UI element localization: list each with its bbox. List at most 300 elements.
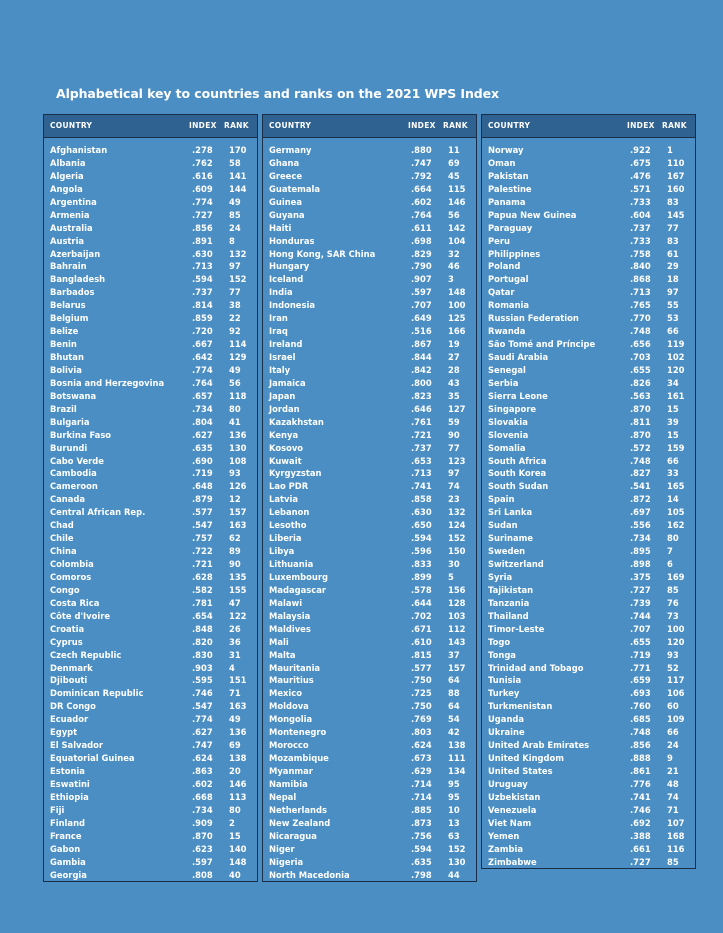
table-row: [482, 196, 695, 209]
country-cell: Algeria: [50, 170, 84, 181]
index-cell: .702: [411, 610, 432, 621]
rank-cell: 33: [667, 468, 679, 479]
index-cell: .750: [411, 701, 432, 712]
rank-cell: 127: [448, 403, 466, 414]
rank-cell: 97: [229, 261, 241, 272]
rank-cell: 80: [229, 804, 241, 815]
country-cell: Chile: [50, 533, 74, 544]
rank-cell: 85: [667, 584, 679, 595]
table-row: [44, 338, 257, 351]
rank-cell: 5: [448, 571, 454, 582]
country-cell: Poland: [488, 261, 521, 272]
table-row: [44, 843, 257, 856]
index-cell: .657: [192, 390, 213, 401]
table-row: [263, 623, 476, 636]
country-cell: Palestine: [488, 183, 532, 194]
index-cell: .748: [630, 727, 651, 738]
country-cell: Croatia: [50, 623, 85, 634]
index-cell: .610: [411, 636, 432, 647]
index-cell: .278: [192, 145, 213, 155]
index-cell: .761: [411, 416, 432, 427]
country-cell: Cameroon: [50, 481, 98, 492]
rank-cell: 103: [448, 610, 466, 621]
country-cell: Paraguay: [488, 222, 533, 233]
rank-cell: 7: [667, 546, 673, 557]
table-row: [44, 713, 257, 726]
index-cell: .814: [192, 300, 213, 311]
table-row: [263, 480, 476, 493]
country-cell: Equatorial Guinea: [50, 753, 135, 764]
rank-cell: 136: [229, 429, 247, 440]
index-cell: .880: [411, 145, 432, 155]
rank-cell: 146: [448, 196, 466, 207]
table-row: [44, 144, 257, 157]
table-row: [263, 144, 476, 157]
rank-cell: 107: [667, 817, 685, 828]
table-row: [482, 649, 695, 662]
country-table-1: [43, 114, 258, 882]
country-cell: Barbados: [50, 287, 95, 298]
table-row: [44, 480, 257, 493]
rank-cell: 85: [229, 209, 241, 220]
table-row: [482, 830, 695, 843]
rank-cell: 74: [667, 791, 679, 802]
index-cell: .750: [411, 675, 432, 686]
country-cell: Malta: [269, 649, 296, 660]
country-cell: Jordan: [269, 403, 300, 414]
rank-cell: 166: [448, 326, 466, 337]
table-row: [44, 260, 257, 273]
table-row: [263, 170, 476, 183]
rank-cell: 124: [448, 520, 466, 531]
table-row: [263, 739, 476, 752]
country-cell: Gambia: [50, 856, 86, 867]
index-cell: .840: [630, 261, 651, 272]
rank-cell: 69: [229, 740, 241, 751]
table-row: [482, 248, 695, 261]
index-cell: .693: [630, 688, 651, 699]
country-cell: Haiti: [269, 222, 292, 233]
table-row: [482, 843, 695, 856]
rank-cell: 136: [229, 727, 247, 738]
country-cell: Australia: [50, 222, 93, 233]
country-cell: Timor-Leste: [488, 623, 545, 634]
rank-cell: 114: [229, 339, 247, 350]
index-cell: .803: [411, 727, 432, 738]
index-cell: .685: [630, 714, 651, 725]
index-cell: .748: [630, 326, 651, 337]
index-cell: .774: [192, 714, 213, 725]
rank-cell: 77: [229, 287, 241, 298]
table-row: [482, 687, 695, 700]
country-cell: Tunisia: [488, 675, 522, 686]
rank-cell: 71: [229, 688, 241, 699]
country-cell: Cambodia: [50, 468, 97, 479]
table-header: [44, 115, 257, 138]
country-cell: Libya: [269, 546, 295, 557]
table-row: [263, 869, 476, 882]
rank-cell: 160: [667, 183, 685, 194]
index-cell: .653: [411, 455, 432, 466]
index-cell: .870: [192, 830, 213, 841]
country-cell: Brazil: [50, 403, 77, 414]
index-cell: .870: [630, 403, 651, 414]
rank-cell: 95: [448, 778, 460, 789]
index-cell: .776: [630, 778, 651, 789]
country-cell: Bolivia: [50, 364, 82, 375]
table-row: [482, 545, 695, 558]
country-cell: Congo: [50, 584, 80, 595]
index-cell: .859: [192, 313, 213, 324]
rank-cell: 76: [667, 597, 679, 608]
table-row: [263, 571, 476, 584]
country-cell: Iran: [269, 313, 288, 324]
index-cell: .661: [630, 843, 651, 854]
table-row: [263, 273, 476, 286]
table-row: [482, 480, 695, 493]
index-cell: .721: [192, 559, 213, 569]
index-cell: .648: [192, 481, 213, 492]
table-row: [44, 765, 257, 778]
table-row: [482, 739, 695, 752]
index-cell: .737: [192, 287, 213, 298]
table-row: [44, 791, 257, 804]
country-cell: Mali: [269, 636, 289, 647]
table-row: [263, 506, 476, 519]
index-cell: .597: [192, 856, 213, 867]
rank-cell: 26: [229, 623, 241, 634]
index-cell: .858: [411, 494, 432, 505]
index-cell: .602: [192, 778, 213, 789]
table-row: [44, 636, 257, 649]
rank-cell: 9: [667, 753, 673, 764]
rank-cell: 157: [448, 662, 466, 673]
rank-cell: 80: [667, 533, 679, 544]
index-cell: .870: [630, 429, 651, 440]
table-header: [263, 115, 476, 138]
index-cell: .656: [630, 339, 651, 350]
country-cell: Peru: [488, 235, 510, 246]
index-cell: .909: [192, 817, 213, 828]
country-cell: Burkina Faso: [50, 429, 112, 440]
index-cell: .770: [630, 313, 651, 324]
country-cell: Morocco: [269, 740, 309, 751]
index-cell: .907: [411, 274, 432, 285]
index-cell: .624: [192, 753, 213, 764]
rank-cell: 169: [667, 571, 685, 582]
table-row: [482, 351, 695, 364]
rank-cell: 113: [229, 791, 247, 802]
rank-cell: 165: [667, 481, 685, 492]
index-cell: .764: [192, 377, 213, 388]
index-cell: .746: [630, 804, 651, 815]
country-table-2: [262, 114, 477, 882]
rank-cell: 40: [229, 869, 241, 880]
index-cell: .664: [411, 183, 432, 194]
table-row: [263, 636, 476, 649]
country-cell: Costa Rica: [50, 597, 100, 608]
rank-cell: 138: [448, 740, 466, 751]
index-cell: .627: [192, 429, 213, 440]
index-cell: .594: [411, 843, 432, 854]
rank-cell: 27: [448, 352, 460, 362]
index-cell: .808: [192, 869, 213, 880]
index-cell: .577: [192, 507, 213, 518]
index-cell: .747: [411, 157, 432, 168]
country-cell: Luxembourg: [269, 571, 328, 582]
index-cell: .577: [411, 662, 432, 673]
index-cell: .650: [411, 520, 432, 531]
rank-cell: 146: [229, 778, 247, 789]
country-cell: Iceland: [269, 274, 304, 285]
index-cell: .623: [192, 843, 213, 854]
table-row: [263, 338, 476, 351]
table-row: [44, 519, 257, 532]
country-cell: Yemen: [488, 830, 520, 841]
table-row: [44, 403, 257, 416]
index-cell: .556: [630, 520, 651, 531]
table-row: [482, 610, 695, 623]
rank-cell: 49: [229, 714, 241, 725]
country-cell: Uzbekistan: [488, 791, 541, 802]
rank-cell: 32: [448, 248, 460, 259]
rank-cell: 59: [448, 416, 460, 427]
index-cell: .541: [630, 481, 651, 492]
index-cell: .741: [411, 481, 432, 492]
rank-cell: 80: [229, 403, 241, 414]
country-cell: China: [50, 546, 77, 557]
country-cell: Nigeria: [269, 856, 304, 867]
table-row: [44, 817, 257, 830]
country-cell: Uganda: [488, 714, 525, 725]
table-row: [44, 299, 257, 312]
country-cell: Honduras: [269, 235, 315, 246]
country-cell: Comoros: [50, 571, 92, 582]
index-cell: .820: [192, 636, 213, 647]
index-cell: .842: [411, 364, 432, 375]
country-cell: Jamaica: [269, 377, 306, 388]
rank-cell: 47: [229, 597, 241, 608]
table-row: [482, 674, 695, 687]
rank-cell: 130: [229, 442, 247, 453]
country-cell: Kuwait: [269, 455, 302, 466]
table-row: [482, 636, 695, 649]
country-cell: New Zealand: [269, 817, 331, 828]
index-cell: .713: [411, 468, 432, 479]
rank-cell: 52: [667, 662, 679, 673]
index-cell: .655: [630, 636, 651, 647]
index-cell: .547: [192, 701, 213, 712]
country-cell: Tonga: [488, 649, 516, 660]
table-row: [44, 325, 257, 338]
rank-cell: 22: [229, 313, 241, 324]
index-cell: .895: [630, 546, 651, 557]
rank-cell: 95: [448, 791, 460, 802]
index-cell: .571: [630, 183, 651, 194]
country-cell: North Macedonia: [269, 869, 350, 880]
rank-cell: 142: [448, 222, 466, 233]
rank-cell: 24: [229, 222, 241, 233]
table-row: [482, 183, 695, 196]
table-row: [482, 260, 695, 273]
table-row: [263, 713, 476, 726]
rank-cell: 163: [229, 520, 247, 531]
index-cell: .719: [192, 468, 213, 479]
rank-cell: 14: [667, 494, 679, 505]
rank-cell: 116: [667, 843, 685, 854]
country-cell: Burundi: [50, 442, 88, 453]
index-cell: .734: [192, 403, 213, 414]
index-cell: .594: [192, 274, 213, 285]
index-cell: .733: [630, 235, 651, 246]
table-row: [263, 519, 476, 532]
table-row: [263, 856, 476, 869]
table-row: [263, 196, 476, 209]
index-cell: .898: [630, 559, 651, 569]
rank-cell: 49: [229, 196, 241, 207]
index-header: INDEX: [408, 121, 436, 130]
index-cell: .867: [411, 339, 432, 350]
table-row: [44, 623, 257, 636]
rank-cell: 128: [448, 597, 466, 608]
index-cell: .721: [411, 429, 432, 440]
table-row: [263, 610, 476, 623]
country-cell: Singapore: [488, 403, 537, 414]
country-cell: Mauritania: [269, 662, 321, 673]
country-cell: Central African Rep.: [50, 507, 146, 518]
rank-cell: 19: [448, 339, 460, 350]
table-row: [482, 273, 695, 286]
index-cell: .611: [411, 222, 432, 233]
table-row: [44, 429, 257, 442]
country-cell: Suriname: [488, 533, 534, 544]
table-row: [44, 170, 257, 183]
index-cell: .856: [192, 222, 213, 233]
rank-cell: 8: [229, 235, 235, 246]
country-cell: Bhutan: [50, 352, 84, 362]
index-cell: .649: [411, 313, 432, 324]
index-cell: .888: [630, 753, 651, 764]
country-cell: Georgia: [50, 869, 87, 880]
table-row: [482, 416, 695, 429]
country-cell: Nicaragua: [269, 830, 317, 841]
rank-cell: 62: [229, 533, 241, 544]
country-cell: Japan: [269, 390, 296, 401]
rank-cell: 55: [667, 300, 679, 311]
rank-cell: 104: [448, 235, 466, 246]
index-cell: .476: [630, 170, 651, 181]
table-row: [482, 286, 695, 299]
country-cell: Eswatini: [50, 778, 90, 789]
rank-cell: 20: [229, 766, 241, 776]
rank-cell: 28: [448, 364, 460, 375]
country-cell: Nepal: [269, 791, 297, 802]
table-row: [263, 377, 476, 390]
country-cell: Pakistan: [488, 170, 529, 181]
country-cell: Myanmar: [269, 766, 313, 776]
country-cell: Qatar: [488, 287, 515, 298]
index-cell: .707: [411, 300, 432, 311]
index-cell: .769: [411, 714, 432, 725]
country-cell: Bulgaria: [50, 416, 90, 427]
rank-cell: 3: [448, 274, 454, 285]
table-row: [482, 804, 695, 817]
rank-cell: 126: [229, 481, 247, 492]
country-cell: Malawi: [269, 597, 303, 608]
index-cell: .826: [630, 377, 651, 388]
index-cell: .800: [411, 377, 432, 388]
country-cell: Saudi Arabia: [488, 352, 549, 362]
index-cell: .765: [630, 300, 651, 311]
rank-cell: 45: [448, 170, 460, 181]
country-cell: Cabo Verde: [50, 455, 104, 466]
table-row: [482, 467, 695, 480]
table-row: [44, 351, 257, 364]
country-cell: Romania: [488, 300, 530, 311]
index-cell: .815: [411, 649, 432, 660]
table-row: [482, 765, 695, 778]
country-cell: Greece: [269, 170, 303, 181]
rank-cell: 41: [229, 416, 241, 427]
index-cell: .863: [192, 766, 213, 776]
index-cell: .827: [630, 468, 651, 479]
index-cell: .741: [630, 791, 651, 802]
index-cell: .572: [630, 442, 651, 453]
table-row: [482, 235, 695, 248]
table-row: [44, 390, 257, 403]
index-cell: .698: [411, 235, 432, 246]
country-cell: Niger: [269, 843, 295, 854]
table-row: [263, 390, 476, 403]
table-row: [44, 442, 257, 455]
index-cell: .692: [630, 817, 651, 828]
rank-cell: 69: [448, 157, 460, 168]
country-cell: Mozambique: [269, 753, 329, 764]
rank-cell: 64: [448, 675, 460, 686]
table-row: [482, 325, 695, 338]
rank-cell: 77: [448, 442, 460, 453]
rank-cell: 36: [229, 636, 241, 647]
table-row: [263, 183, 476, 196]
table-row: [44, 726, 257, 739]
table-row: [44, 183, 257, 196]
table-row: [263, 455, 476, 468]
table-row: [44, 312, 257, 325]
index-cell: .667: [192, 339, 213, 350]
index-cell: .602: [411, 196, 432, 207]
index-cell: .596: [411, 546, 432, 557]
index-cell: .756: [411, 830, 432, 841]
country-cell: Slovakia: [488, 416, 528, 427]
rank-cell: 148: [448, 287, 466, 298]
country-cell: United Kingdom: [488, 753, 565, 764]
table-row: [482, 170, 695, 183]
table-row: [44, 364, 257, 377]
table-row: [263, 403, 476, 416]
rank-cell: 1: [667, 145, 673, 155]
table-row: [482, 429, 695, 442]
country-cell: France: [50, 830, 82, 841]
country-cell: Egypt: [50, 727, 78, 738]
index-cell: .771: [630, 662, 651, 673]
rank-cell: 134: [448, 766, 466, 776]
index-cell: .734: [630, 533, 651, 544]
rank-cell: 83: [667, 235, 679, 246]
country-cell: Ecuador: [50, 714, 89, 725]
index-cell: .747: [192, 740, 213, 751]
index-cell: .774: [192, 364, 213, 375]
index-cell: .829: [411, 248, 432, 259]
